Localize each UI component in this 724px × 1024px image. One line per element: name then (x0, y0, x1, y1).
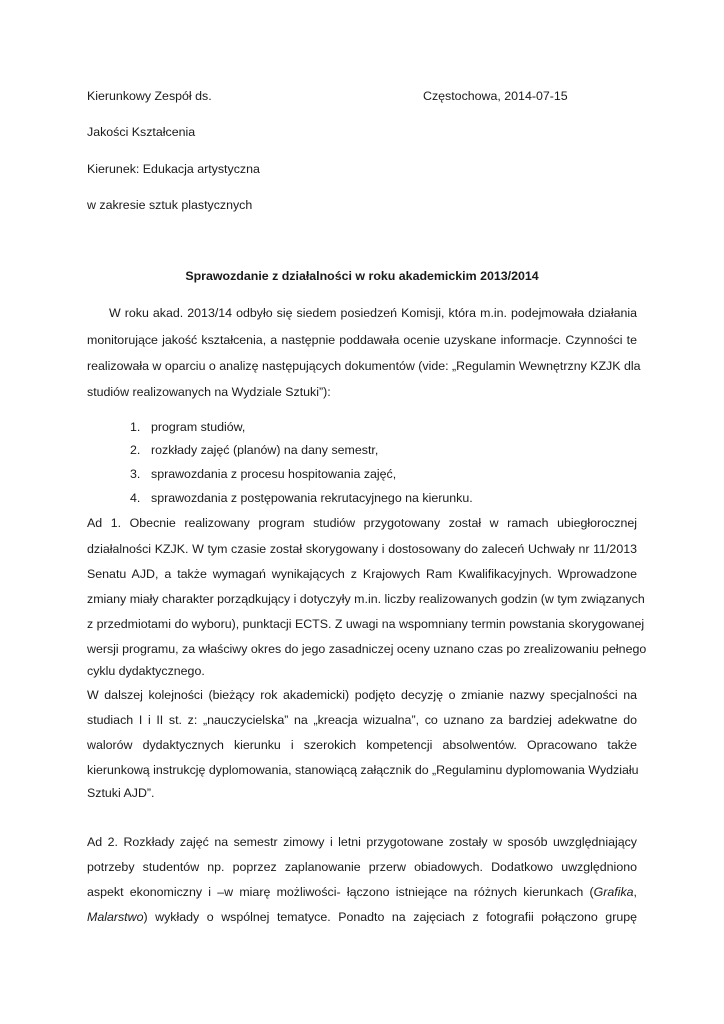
list-number: 1. (130, 420, 141, 434)
ad1-line-4: zmiany miały charakter porządkujący i dotyczyły m.in. liczby realizowanych godzin (w tym związanych (87, 592, 645, 606)
org-line-1: Kierunkowy Zespół ds. (87, 89, 212, 103)
ad1-line-1: Ad 1. Obecnie realizowany program studiów przygotowany został w ramach ubiegłorocznej (87, 516, 637, 530)
list-text: rozkłady zajęć (planów) na dany semestr, (151, 443, 379, 457)
org-line-2: Jakości Kształcenia (87, 125, 196, 139)
intro-line-4: studiów realizowanych na Wydziale Sztuki”): (87, 385, 331, 399)
ad1-line-6: wersji programu, za właściwy okres do jego zasadniczej oceny uznano czas po zrealizowaniu pełnego (87, 642, 647, 656)
list-number: 4. (130, 491, 141, 505)
ad2-line-4 (87, 909, 637, 925)
list-text: sprawozdania z postępowania rekrutacyjnego na kierunku. (151, 491, 473, 505)
intro-line-1: W roku akad. 2013/14 odbyło się siedem posiedzeń Komisji, która m.in. podejmowała działania (109, 306, 637, 320)
ad2-emphasis-grafika: Grafika (593, 885, 634, 899)
ad1b-line-2: studiach I i II st. z: „nauczycielska” na „kreacja wizualna”, co uznano za bardziej adekwatne do (87, 713, 637, 727)
ad1b-line-4: kierunkową instrukcję dyplomowania, stanowiącą załącznik do „Regulaminu dyplomowania Wydziału (87, 763, 639, 777)
intro-line-2: monitorujące jakość kształcenia, a następnie poddawała ocenie uzyskane informacje. Czynności te (87, 333, 637, 347)
ad2-line-1: Ad 2. Rozkłady zajęć na semestr zimowy i letni przygotowane zostały w sposób uwzględniający (87, 835, 637, 849)
ad2-line-2: potrzeby studentów np. poprzez zaplanowanie przerw obiadowych. Dodatkowo uwzględniono (87, 860, 637, 874)
ad2-line-3-sep: , (633, 885, 637, 899)
ad1-line-3: Senatu AJD, a także wymagań wynikających z Krajowych Ram Kwalifikacyjnych. Wprowadzone (87, 567, 637, 581)
list-text: program studiów, (151, 420, 246, 434)
intro-line-3: realizowała w oparciu o analizę następujących dokumentów (vide: „Regulamin Wewnętrzny KZJK dla (87, 359, 641, 373)
org-line-3: Kierunek: Edukacja artystyczna (87, 162, 260, 176)
list-number: 2. (130, 443, 141, 457)
list-number: 3. (130, 467, 141, 481)
ad2-line-4-text: ) wykłady o wspólnej tematyce. Ponadto na zajęciach z fotografii połączono grupę (143, 910, 637, 924)
ad2-emphasis-malarstwo: Malarstwo (87, 910, 144, 924)
list-text: sprawozdania z procesu hospitowania zajęć, (151, 467, 397, 481)
ad1-line-5: z przedmiotami do wyboru), punktacji ECTS. Z uwagi na wspomniany termin powstania skorygowanej (87, 617, 645, 631)
ad1-line-2: działalności KZJK. W tym czasie został skorygowany i dostosowany do zaleceń Uchwały nr 11/2013 (87, 542, 637, 556)
ad1b-line-5: Sztuki AJD”. (87, 786, 155, 800)
ad1b-line-3: walorów dydaktycznych kierunku i szerokich kompetencji absolwentów. Opracowano także (87, 738, 637, 752)
ad2-line-3 (87, 884, 637, 900)
place-date: Częstochowa, 2014-07-15 (423, 89, 568, 103)
ad2-line-3-text: aspekt ekonomiczny i –w miarę możliwości- łączono istniejące na różnych kierunkach ( (87, 885, 594, 899)
ad1b-line-1: W dalszej kolejności (bieżący rok akademicki) podjęto decyzję o zmianie nazwy specjalności na (87, 688, 637, 702)
report-title: Sprawozdanie z działalności w roku akademickim 2013/2014 (185, 269, 539, 283)
org-line-4: w zakresie sztuk plastycznych (87, 198, 253, 212)
ad1-line-7: cyklu dydaktycznego. (87, 664, 205, 678)
